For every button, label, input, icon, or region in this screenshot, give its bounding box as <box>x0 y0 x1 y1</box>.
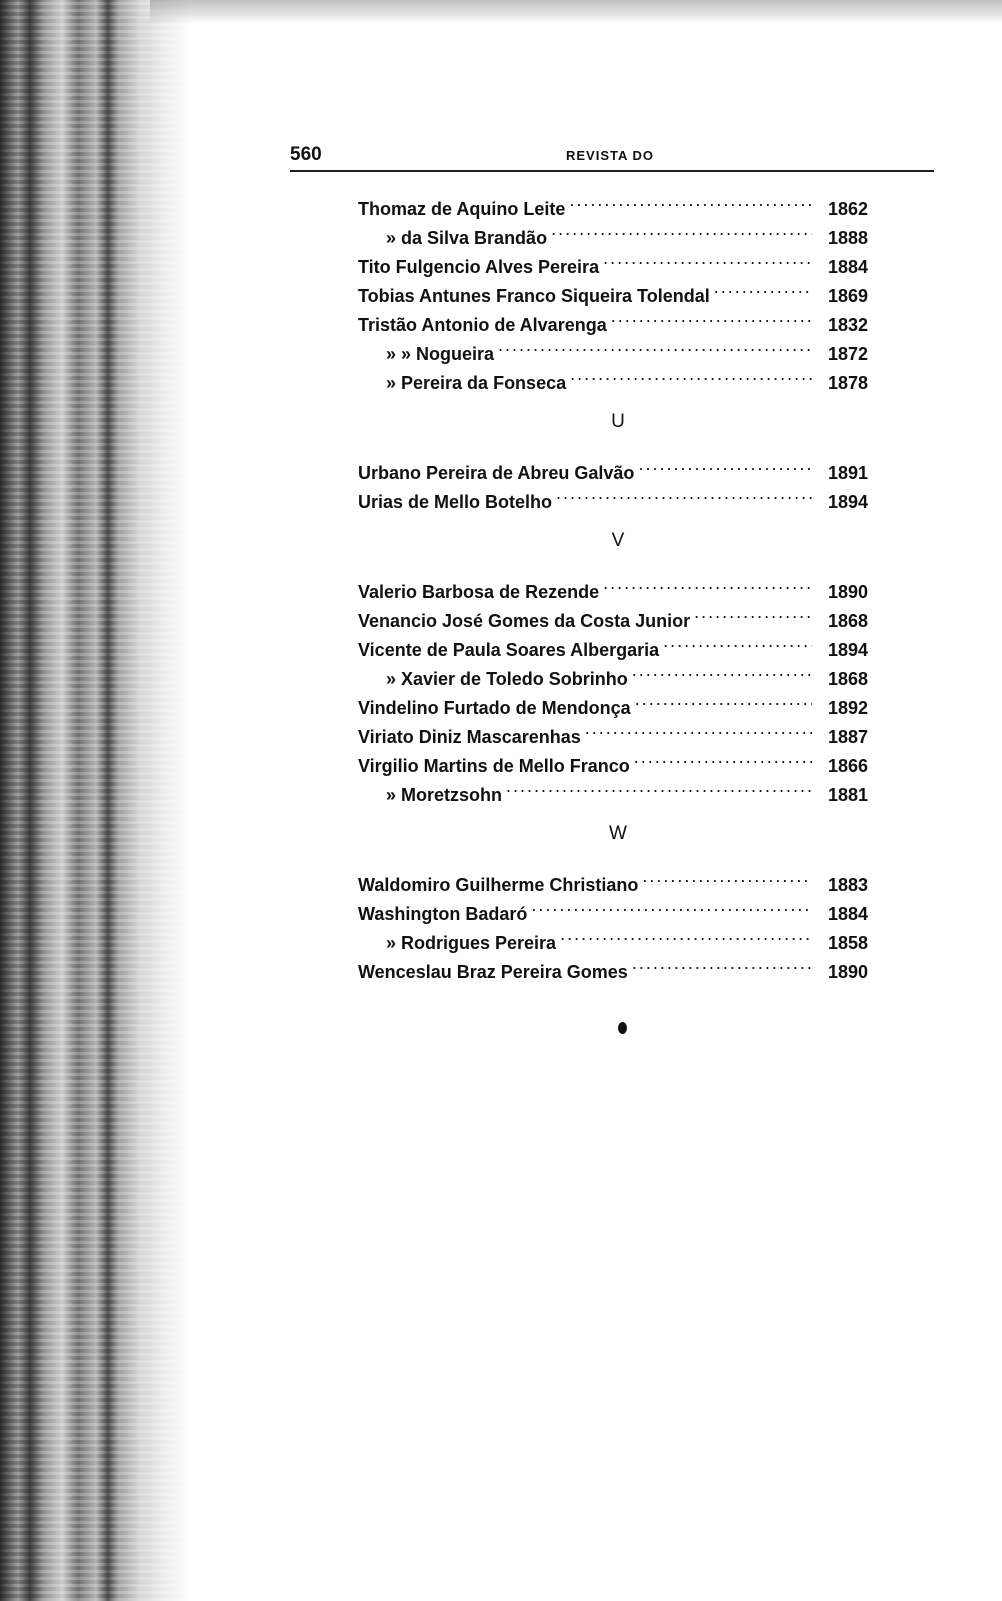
entry-name: Urbano Pereira de Abreu Galvão <box>358 463 635 483</box>
scan-top-edge <box>150 0 1002 24</box>
entry-name: » Pereira da Fonseca <box>386 373 567 393</box>
leader-dots <box>632 949 812 978</box>
end-of-index-mark <box>618 1022 627 1034</box>
entry-year: 1862 <box>827 199 868 219</box>
index-entry <box>358 569 868 602</box>
entry-year: 1883 <box>827 875 868 895</box>
book-binding-edge <box>0 0 190 1601</box>
leader-dots <box>611 302 812 331</box>
entry-year: 1884 <box>827 257 868 277</box>
entry-year: 1868 <box>827 611 868 631</box>
entry-name: Venancio José Gomes da Costa Junior <box>358 611 691 631</box>
entry-name: Vindelino Furtado de Mendonça <box>358 698 631 718</box>
leader-dots <box>556 479 812 508</box>
leader-dots <box>634 743 812 772</box>
leader-dots <box>642 862 812 891</box>
section-letter: V <box>611 530 625 551</box>
index-section-v <box>358 526 868 805</box>
entry-year: 1866 <box>827 756 868 776</box>
index-entry <box>358 186 868 219</box>
running-title: REVISTA DO <box>566 148 655 163</box>
leader-dots <box>603 569 812 598</box>
entry-year: 1894 <box>827 640 868 660</box>
entry-year: 1892 <box>827 698 868 718</box>
entry-name: Thomaz de Aquino Leite <box>358 199 566 219</box>
entry-name: Tito Fulgencio Alves Pereira <box>358 257 600 277</box>
entry-name: » Rodrigues Pereira <box>386 933 557 953</box>
entry-year: 1891 <box>827 463 868 483</box>
index-section-u <box>358 407 868 512</box>
leader-dots <box>694 598 812 627</box>
leader-dots <box>551 215 812 244</box>
index-section-t <box>358 186 868 393</box>
section-letter: W <box>609 823 627 844</box>
entry-name: Waldomiro Guilherme Christiano <box>358 875 639 895</box>
entry-name: » » Nogueira <box>386 344 495 364</box>
leader-dots <box>506 772 812 801</box>
index-entry <box>358 862 868 895</box>
entry-name: Valerio Barbosa de Rezende <box>358 582 600 602</box>
leader-dots <box>560 920 812 949</box>
entry-year: 1868 <box>827 669 868 689</box>
index-entry <box>358 450 868 483</box>
entry-year: 1832 <box>827 315 868 335</box>
leader-dots <box>569 186 812 215</box>
leader-dots <box>714 273 812 302</box>
entry-name: Wenceslau Braz Pereira Gomes <box>358 962 628 982</box>
entry-year: 1887 <box>827 727 868 747</box>
entry-name: » Xavier de Toledo Sobrinho <box>386 669 628 689</box>
entry-year: 1872 <box>827 344 868 364</box>
entry-name: » Moretzsohn <box>386 785 503 805</box>
entry-name: Washington Badaró <box>358 904 528 924</box>
name-index <box>358 186 868 982</box>
entry-year: 1894 <box>827 492 868 512</box>
index-section-w <box>358 819 868 982</box>
entry-year: 1878 <box>827 373 868 393</box>
leader-dots <box>570 360 812 389</box>
entry-year: 1888 <box>827 228 868 248</box>
leader-dots <box>603 244 812 273</box>
leader-dots <box>635 685 812 714</box>
entry-name: Urias de Mello Botelho <box>358 492 553 512</box>
entry-year: 1858 <box>827 933 868 953</box>
entry-name: Viriato Diniz Mascarenhas <box>358 727 581 747</box>
leader-dots <box>632 656 812 685</box>
entry-year: 1869 <box>827 286 868 306</box>
entry-name: Virgilio Martins de Mello Franco <box>358 756 630 776</box>
leader-dots <box>585 714 812 743</box>
leader-dots <box>663 627 812 656</box>
page-number: 560 <box>290 144 322 165</box>
section-letter: U <box>611 411 625 432</box>
entry-year: 1890 <box>827 962 868 982</box>
entry-year: 1884 <box>827 904 868 924</box>
running-header <box>290 144 934 172</box>
entry-name: Tristão Antonio de Alvarenga <box>358 315 607 335</box>
entry-name: » da Silva Brandão <box>386 228 548 248</box>
entry-name: Tobias Antunes Franco Siqueira Tolendal <box>358 286 710 306</box>
leader-dots <box>498 331 812 360</box>
entry-name: Vicente de Paula Soares Albergaria <box>358 640 660 660</box>
leader-dots <box>531 891 812 920</box>
entry-year: 1881 <box>827 785 868 805</box>
entry-year: 1890 <box>827 582 868 602</box>
leader-dots <box>638 450 812 479</box>
